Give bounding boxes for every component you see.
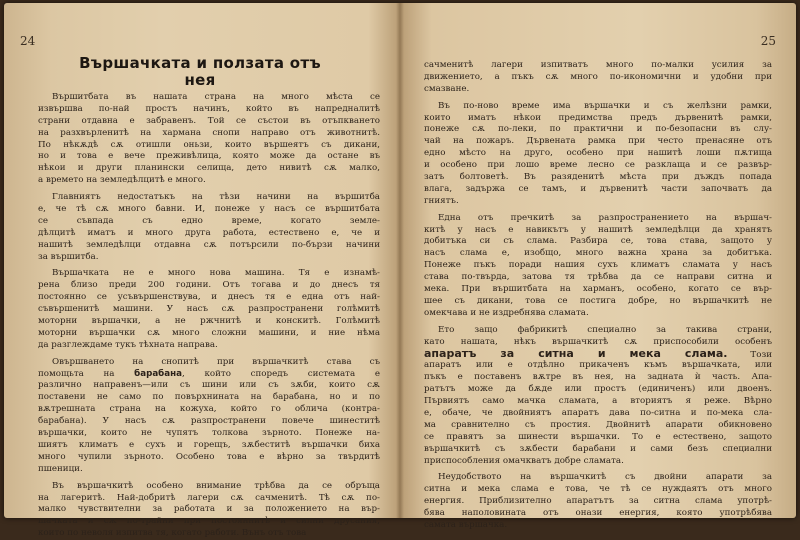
- text-line: смазване.: [424, 83, 470, 94]
- right-page: [404, 3, 796, 530]
- chapter-title-line-1: Вършачката и ползата отъ: [79, 54, 321, 72]
- text-line: Една отъ пречкитѣ за разпространението на вършач-: [438, 212, 772, 223]
- text-line: моторни вършачки, а не ржчнитѣ и конскитѣ. Голѣмитѣ: [38, 316, 380, 327]
- text-line: вършачки, които не чупятъ толкова зърното. Понеже на-: [38, 428, 380, 439]
- text-line: едно мѣсто на друго, особено при нашитѣ лоши пѫтища: [424, 148, 772, 159]
- text-line: на лагеритѣ. Най-добритѣ лагери сѫ сачменитѣ. Тѣ сѫ по-: [38, 492, 380, 503]
- text-line: бява наполовината отъ онази енергия, която употрѣбява: [424, 508, 772, 519]
- text-line: различно направенъ—или съ шини или съ зѫби, които сѫ: [38, 380, 380, 391]
- text-line: мека. При вършитбата на харманъ, особено, когато се вър-: [424, 284, 772, 295]
- text-line: дѣлцитѣ иматъ и много друга работа, естествено е, че и: [38, 227, 380, 238]
- text-line: енергия. Приблизително апаратътъ за ситна слама употрѣ-: [424, 496, 772, 507]
- text-line: апаратъ за ситна и мека слама. Този: [424, 347, 772, 361]
- text-line: Вършачката не е много нова машина. Тя е изнамѣ-: [52, 268, 380, 279]
- text-line: вършачкитѣ съ зѫбести барабани и сами безъ специални: [424, 443, 772, 454]
- text-line: на разхвърленитѣ на хармана снопи направо отъ животнитѣ.: [38, 127, 380, 138]
- text-line: нашитѣ земледѣлци отдавна сѫ потърсили по-бързи начини: [38, 239, 380, 250]
- text-line: вѫтрешната страна на кожуха, който го облича (контра-: [38, 404, 380, 415]
- text-line: Неудобството на вършачкитѣ съ двойни апарати за: [438, 472, 772, 483]
- right-page-body: [424, 60, 772, 532]
- text-line: чай на пожаръ. Дървената рамка при често пренасяне отъ: [424, 136, 772, 147]
- text-line: съвършенитѣ машини. У насъ сѫ разпространени голѣмитѣ: [38, 304, 380, 315]
- text-line: приспособления омачкватъ добре сламата.: [424, 455, 624, 466]
- text-line: влага, задържа се тамъ, и дървенитѣ части започватъ да: [424, 183, 772, 194]
- page-number-right: 25: [760, 34, 776, 48]
- text-line: се съвпада съ едно време, когато земле-: [38, 215, 380, 226]
- text-line: затъ болтоветѣ. Въ разяденитѣ мѣста при дъждъ попада: [424, 172, 772, 183]
- text-line: извършва по-най простъ начинъ, който въ напредналитѣ: [38, 103, 380, 114]
- text-line: насъ слама е, изобщо, много важна храна за добитъка.: [424, 248, 772, 259]
- text-line: ма сравнително съ простия. Двойнитѣ апарати обикновено: [424, 419, 772, 430]
- text-line: постоянно се усъвършенствува, и днесъ тя е една отъ най-: [38, 292, 380, 303]
- text-line: Понеже пъкъ поради нашия сухъ климатъ сламата у насъ: [424, 260, 772, 271]
- text-line: ратътъ може да бѫде или простъ (единиченъ) или двоенъ.: [424, 384, 772, 395]
- text-line: шиятъ климатъ е сухъ и горещъ, зѫбеститѣ вършачки биха: [38, 439, 380, 450]
- text-line: Вършитбата въ нашата страна на много мѣста се: [52, 92, 380, 102]
- text-line: които по неволя изпитва тя, когато работи. Вънъ отъ това: [38, 528, 307, 539]
- text-line: пшеници.: [38, 463, 83, 474]
- text-line: пъкъ е поставенъ вѫтре въ нея, на задната ѝ часть. Апа-: [424, 372, 772, 383]
- text-line: е, че тѣ сѫ много бавни. И, понеже у насъ се вършитбата: [38, 204, 380, 215]
- left-page-body: [38, 92, 380, 540]
- text-line: Главниятъ недостатъкъ на тѣзи начини на вършитба: [52, 192, 380, 203]
- emphasized-term: апаратъ за ситна и мека слама.: [424, 347, 728, 361]
- emphasized-term: барабана: [134, 368, 182, 379]
- text-line: и особено при лошо време лесно се разклаща и се развър-: [424, 160, 772, 171]
- text-line: се правятъ за шинести вършачки. То е естествено, защото: [424, 431, 772, 442]
- text-line: малко чувствителни за работата и за положението на вър-: [38, 504, 380, 515]
- text-line: много чупили зърното. Особено това е вѣрно за твърдитѣ: [38, 451, 380, 462]
- text-line: които иматъ нѣкои предимства предъ дървенитѣ рамки,: [424, 112, 772, 123]
- text-line: ситна и мека слама е това, че тѣ се нуждаятъ отъ много: [424, 484, 772, 495]
- text-line: а времето на земледѣлцитѣ е много.: [38, 175, 206, 186]
- text-line: движението, а пъкъ сѫ много по-икономични и удобни при: [424, 71, 772, 82]
- text-line: понеже сѫ по-леки, по практични и по-безопасни въ слу-: [424, 124, 772, 135]
- text-line: шачката и сѫ по-трайни при постояннитѣ и силни друсания,: [38, 516, 380, 527]
- text-line: сачменитѣ лагери изпитватъ много по-малки усилия за: [424, 60, 772, 70]
- page-number-left: 24: [20, 34, 36, 48]
- text-line: Ето защо фабрикитѣ специално за такива страни,: [438, 324, 772, 335]
- text-line: китѣ у насъ е навикътъ у нашитѣ земледѣлци да хранятъ: [424, 224, 772, 235]
- text-line: страни отдавна е забравенъ. Той се състои въ отъпкването: [38, 115, 380, 126]
- text-line: за вършитба.: [38, 251, 99, 262]
- text-line: барабана). У насъ сѫ разпространени повече шинеститѣ: [38, 416, 380, 427]
- chapter-title: [30, 55, 370, 89]
- text-line: като нашата, нѣкъ вършачкитѣ сѫ приспособили особенъ: [424, 336, 772, 347]
- text-line: да разглеждаме тукъ тѣхната направа.: [38, 339, 218, 350]
- left-page: [4, 3, 396, 539]
- text-line: помощьта на барабана, който споредъ системата е: [38, 368, 381, 379]
- book-gutter: [396, 3, 404, 518]
- text-line: самата вършачка.: [424, 519, 508, 530]
- text-line: става по-твърда, затова тя трѣбва да се направи ситна и: [424, 272, 772, 283]
- text-line: добитъка си съ слама. Разбира се, това става, защото у: [424, 236, 772, 247]
- chapter-title-line-2: нея: [184, 71, 216, 89]
- text-line: По нѣкѫдѣ сѫ отишли оньзи, които вършеятъ съ дикани,: [38, 139, 380, 150]
- text-line: гниятъ.: [424, 195, 459, 206]
- text-line: нѣкои и други планински селища, дето нивитѣ сѫ малко,: [38, 163, 380, 174]
- text-line: Овършването на снопитѣ при вършачкитѣ става съ: [52, 356, 380, 367]
- text-line: Въ по-ново време има вършачки и съ желѣзни рамки,: [438, 100, 772, 111]
- text-line: Първиятъ само мачка сламата, а вториятъ я реже. Вѣрно: [424, 396, 772, 407]
- book-spread: [4, 3, 796, 539]
- text-line: шее съ дикани, това се постига добре, но вършачкитѣ не: [424, 295, 772, 306]
- text-line: апаратъ или е отдѣлно прикаченъ къмъ вършачката, или: [424, 360, 772, 371]
- text-line: Въ вършачкитѣ особено внимание трѣбва да се обръща: [52, 480, 380, 491]
- text-line: поставени не само по повърхнината на барабана, но и по: [38, 392, 380, 403]
- text-line: рена близо преди 200 години. Отъ тогава и до днесъ тя: [38, 280, 380, 291]
- text-line: е, обаче, че двойниятъ апаратъ дава по-ситна и по-мека сла-: [424, 407, 772, 418]
- text-line: моторни вършачки сѫ много сложни машини, и ние нѣма: [38, 327, 380, 338]
- text-line: но и това е вече преживѣлица, която може да остане въ: [38, 151, 380, 162]
- text-line: омекчава и не издребнява сламата.: [424, 307, 589, 318]
